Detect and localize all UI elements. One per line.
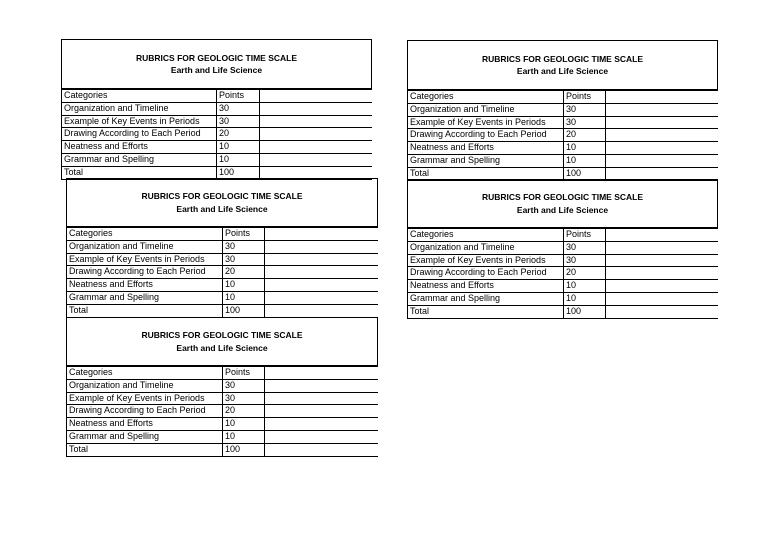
total-row: Total 100 <box>62 166 373 179</box>
points-header: Points <box>217 90 260 103</box>
table-row: Organization and Timeline 30 <box>67 240 379 253</box>
table-row: Example of Key Events in Periods 30 <box>67 253 379 266</box>
total-row: Total 100 <box>67 443 379 456</box>
categories-header: Categories <box>67 228 223 241</box>
rubric-title: RUBRICS FOR GEOLOGIC TIME SCALE <box>141 330 303 340</box>
rubric-subtitle: Earth and Life Science <box>176 203 268 214</box>
rubric-title: RUBRICS FOR GEOLOGIC TIME SCALE <box>481 53 644 64</box>
rubric-card-3 <box>66 178 378 318</box>
table-row: Drawing According to Each Period 20 <box>67 405 379 418</box>
table-row: Drawing According to Each Period 20 <box>408 267 719 280</box>
categories-header: Categories <box>408 91 564 104</box>
categories-header: Categories <box>67 367 223 380</box>
points-header: Points <box>223 228 265 241</box>
table-row: Example of Key Events in Periods 30 <box>408 116 719 129</box>
table-header-row <box>67 367 379 380</box>
rubric-header <box>61 39 372 89</box>
rubric-card-1 <box>61 39 372 180</box>
table-row: Grammar and Spelling 10 <box>408 292 719 305</box>
table-row: Organization and Timeline 30 <box>408 103 719 116</box>
table-header-row <box>62 90 373 103</box>
points-header: Points <box>564 91 606 104</box>
rubric-table <box>407 90 718 181</box>
categories-header: Categories <box>62 90 217 103</box>
rubric-title: RUBRICS FOR GEOLOGIC TIME SCALE <box>135 52 298 63</box>
rubric-table <box>407 228 718 319</box>
points-header: Points <box>223 367 265 380</box>
table-header-row <box>408 229 719 242</box>
total-row: Total 100 <box>67 304 379 317</box>
table-row: Grammar and Spelling 10 <box>62 153 373 166</box>
table-row: Neatness and Efforts 10 <box>67 418 379 431</box>
rubric-table <box>66 366 378 457</box>
rubric-header <box>407 40 718 90</box>
rubric-table <box>66 227 378 318</box>
rubric-card-2 <box>407 40 718 181</box>
table-row: Grammar and Spelling 10 <box>67 291 379 304</box>
rubric-header <box>66 317 378 366</box>
rubric-subtitle: Earth and Life Science <box>170 65 263 75</box>
table-row: Drawing According to Each Period 20 <box>62 128 373 141</box>
table-header-row <box>67 228 379 241</box>
table-row: Organization and Timeline 30 <box>62 102 373 115</box>
table-row: Drawing According to Each Period 20 <box>67 266 379 279</box>
points-header: Points <box>564 229 606 242</box>
table-row: Neatness and Efforts 10 <box>67 279 379 292</box>
table-row: Example of Key Events in Periods 30 <box>62 115 373 128</box>
total-row: Total 100 <box>408 305 719 318</box>
table-row: Organization and Timeline 30 <box>408 241 719 254</box>
rubric-card-4 <box>407 179 718 319</box>
table-row: Neatness and Efforts 10 <box>408 280 719 293</box>
rubric-card-5 <box>66 317 378 457</box>
table-row: Example of Key Events in Periods 30 <box>408 254 719 267</box>
total-row: Total 100 <box>408 167 719 180</box>
table-row: Grammar and Spelling 10 <box>408 154 719 167</box>
table-header-row <box>408 91 719 104</box>
categories-header: Categories <box>408 229 564 242</box>
rubric-header <box>66 178 378 227</box>
rubric-subtitle: Earth and Life Science <box>176 342 268 353</box>
rubric-title: RUBRICS FOR GEOLOGIC TIME SCALE <box>481 192 644 202</box>
rubric-subtitle: Earth and Life Science <box>516 204 609 215</box>
table-row: Neatness and Efforts 10 <box>408 142 719 155</box>
table-row: Example of Key Events in Periods 30 <box>67 392 379 405</box>
table-row: Drawing According to Each Period 20 <box>408 129 719 142</box>
table-row: Neatness and Efforts 10 <box>62 141 373 154</box>
rubric-title: RUBRICS FOR GEOLOGIC TIME SCALE <box>141 191 303 201</box>
table-row: Organization and Timeline 30 <box>67 379 379 392</box>
rubric-header <box>407 179 718 228</box>
rubric-table <box>61 89 372 180</box>
table-row: Grammar and Spelling 10 <box>67 430 379 443</box>
rubric-subtitle: Earth and Life Science <box>516 66 609 76</box>
